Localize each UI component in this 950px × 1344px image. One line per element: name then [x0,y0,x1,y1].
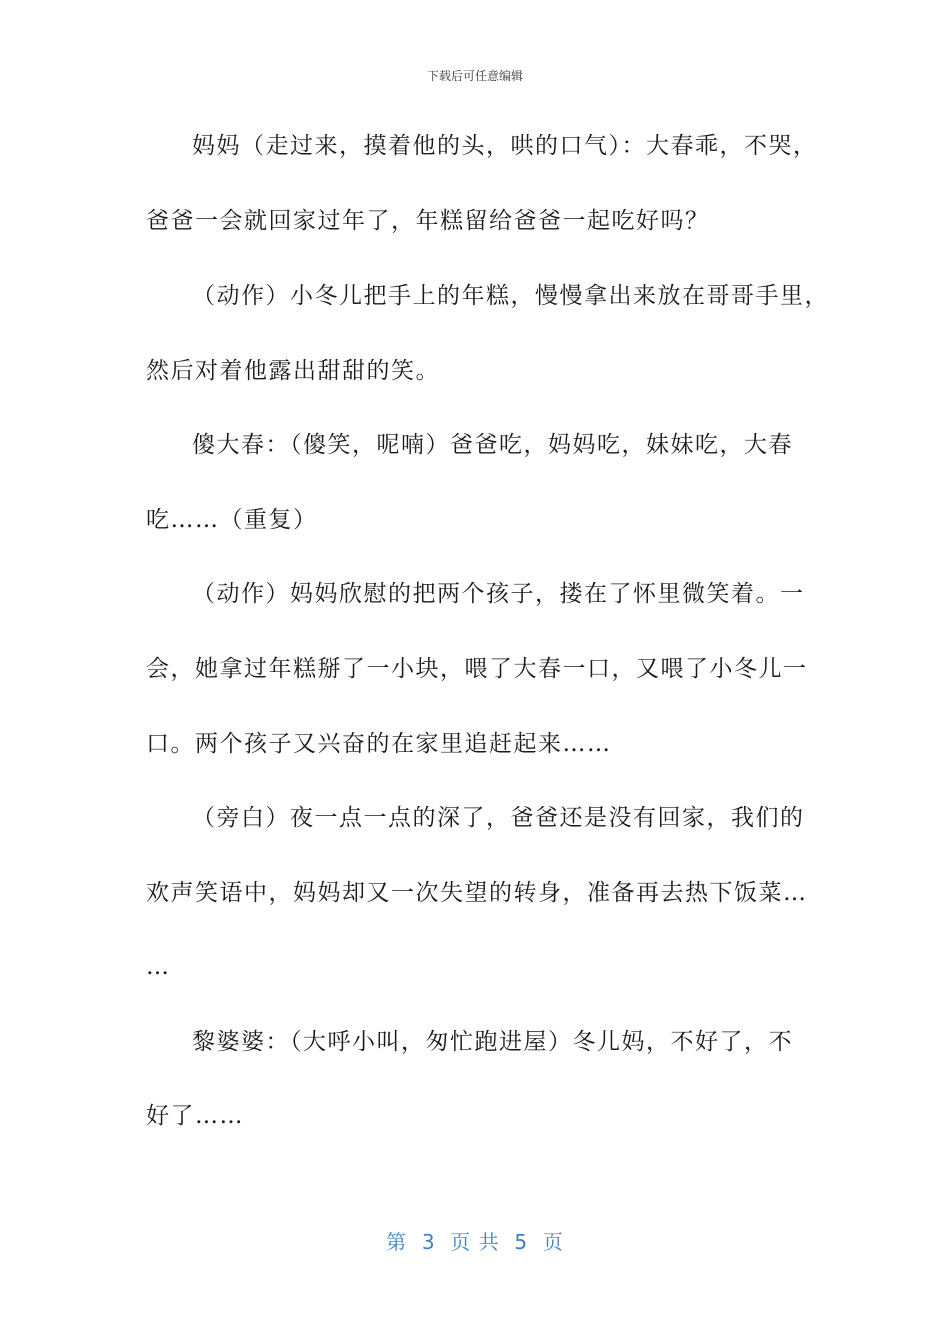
page-number: 第 3 页 共 5 页 [386,1230,564,1254]
header-note: 下载后可任意编辑 [426,69,523,83]
text-line: 傻大春：（傻笑，呢喃）爸爸吃，妈妈吃，妹妹吃，大春 [192,432,793,458]
text-line: 吃……（重复） [146,507,318,533]
text-line: 好了…… [146,1103,244,1129]
text-line: 会，她拿过年糕掰了一小块，喂了大春一口，又喂了小冬儿一 [146,656,808,682]
text-line: （动作）小冬儿把手上的年糕，慢慢拿出来放在哥哥手里， [192,283,829,309]
text-line: （动作）妈妈欣慰的把两个孩子，搂在了怀里微笑着。一 [192,581,805,607]
text-line: 口。两个孩子又兴奋的在家里追赶起来…… [146,731,612,757]
text-line: 然后对着他露出甜甜的笑。 [146,358,440,384]
text-line: （旁白）夜一点一点的深了，爸爸还是没有回家，我们的 [192,805,805,831]
text-line: 爸爸一会就回家过年了，年糕留给爸爸一起吃好吗？ [146,208,710,234]
text-line: … [146,954,171,980]
text-line: 欢声笑语中，妈妈却又一次失望的转身，准备再去热下饭菜… [146,880,808,906]
text-line: 黎婆婆：（大呼小叫，匆忙跑进屋）冬儿妈，不好了，不 [192,1029,793,1055]
text-line: 妈妈（走过来，摸着他的头，哄的口气）：大春乖，不哭， [192,133,818,159]
